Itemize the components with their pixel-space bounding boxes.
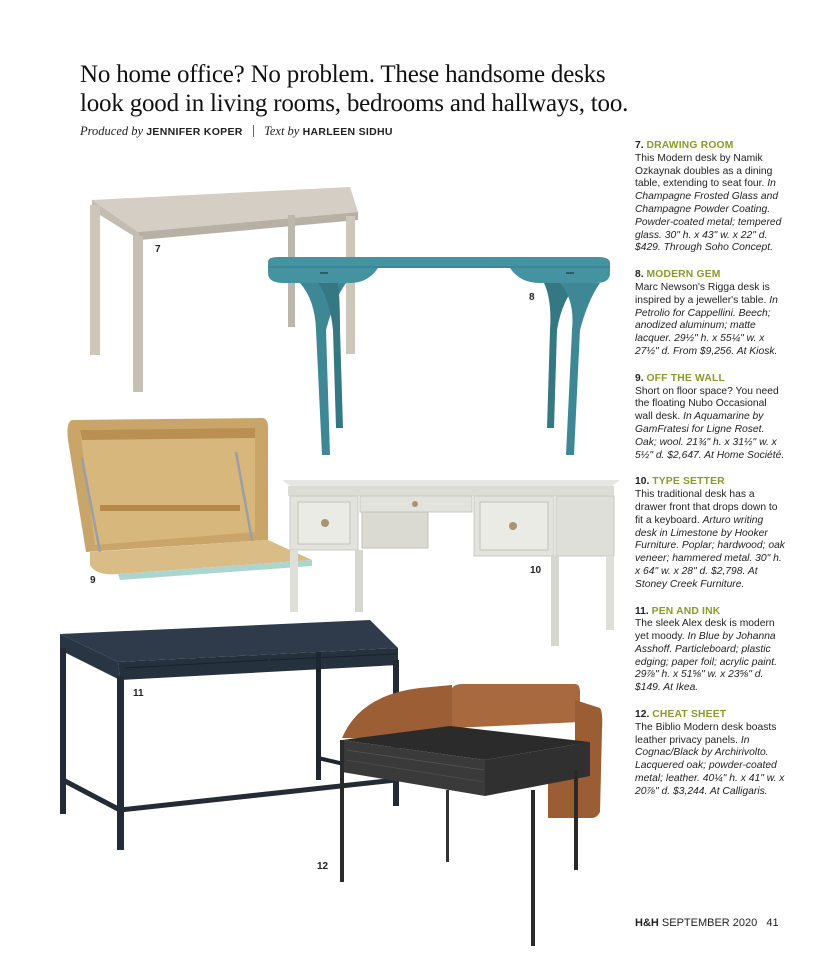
- entry-title: MODERN GEM: [646, 269, 721, 281]
- entry-description: Short on floor space? You need the floating Nubo Occasional wall desk.: [635, 385, 779, 423]
- image-label-9: 9: [90, 575, 96, 586]
- entry-10: [635, 476, 785, 591]
- entry-description: The sleek Alex desk is modern yet moody.: [635, 618, 775, 643]
- desk-9-image: [68, 418, 313, 580]
- entry-number: 8.: [635, 269, 644, 281]
- entry-title: TYPE SETTER: [652, 476, 725, 488]
- entry-details: In Blue by Johanna Asshoff. Particleboard; plastic edging; paper foil; acrylic paint. 29⅞" h. x 51⅝" w. x 23⅝" d. $149. At Ikea.: [635, 631, 777, 694]
- entry-title: DRAWING ROOM: [646, 140, 734, 151]
- entry-heading: [635, 476, 785, 489]
- entry-number: 10.: [635, 476, 650, 488]
- entry-7: [635, 140, 785, 255]
- entry-12: [635, 709, 785, 799]
- headline-line-2: look good in living rooms, bedrooms and hallways, too.: [80, 90, 629, 117]
- entry-details: In Cognac/Black by Archirivolto. Lacquered oak; powder-coated metal; leather. 40¼" h. x 41" w. x 20⅞" d. $3,244. At Calligaris.: [635, 734, 785, 797]
- producer-name: JENNIFER KOPER: [146, 126, 243, 138]
- entry-8: [635, 269, 785, 359]
- entry-number: 7.: [635, 140, 644, 151]
- produced-prefix: Produced by: [80, 124, 144, 138]
- entry-title: OFF THE WALL: [646, 372, 725, 384]
- image-label-11: 11: [133, 688, 144, 699]
- entry-description: The Biblio Modern desk boasts leather privacy panels.: [635, 721, 777, 746]
- entry-heading: [635, 709, 785, 722]
- entry-details: Arturo writing desk in Limestone by Hooker Furniture. Poplar; hardwood; oak veneer; hammered metal. 30" h. x 64" w. x 28" d. $2,798. At Stoney Creek Furniture.: [635, 514, 785, 590]
- entry-description: Marc Newson's Rigga desk is inspired by a jeweller's table.: [635, 281, 770, 306]
- entry-heading: [635, 269, 785, 282]
- entry-number: 11.: [635, 605, 649, 617]
- writer-name: HARLEEN SIDHU: [302, 126, 393, 138]
- desk-10-image: [282, 480, 620, 646]
- entry-11: [635, 606, 785, 696]
- entry-details: In Petrolio for Cappellini. Beech; anodized aluminum; matte lacquer. 29½" h. x 55¼" w. x 27½" d. From $9,256. At Kiosk.: [635, 294, 778, 357]
- image-label-8: 8: [529, 292, 535, 303]
- desk-12-image: [340, 684, 602, 946]
- page-number: 41: [766, 917, 779, 929]
- entry-details: In Champagne Frosted Glass and Champagne Powder Coating. Powder-coated metal; tempered glass. 30" h. x 43" w. x 22" d. $429. Through Soho Concept.: [635, 178, 782, 254]
- entry-heading: [635, 140, 785, 153]
- headline-line-1: No home office? No problem. These handsome desks: [80, 61, 606, 88]
- entry-title: PEN AND INK: [651, 605, 721, 617]
- entry-number: 9.: [635, 372, 644, 384]
- text-prefix: Text by: [264, 124, 300, 138]
- entry-details: In Aquamarine by GamFratesi for Ligne Roset. Oak; wool. 21¾" h. x 31½" w. x 5½" d. $2,647. At Home Société.: [635, 411, 785, 461]
- entry-number: 12.: [635, 709, 650, 721]
- image-label-12: 12: [317, 861, 329, 872]
- entry-heading: [635, 606, 785, 619]
- product-listings: [635, 140, 785, 813]
- entry-description: This traditional desk has a drawer front that drops down to fit a keyboard.: [635, 489, 778, 526]
- issue-date: SEPTEMBER 2020: [661, 917, 758, 929]
- image-label-10: 10: [530, 565, 542, 576]
- magazine-brand: H&H: [635, 917, 659, 929]
- entry-9: [635, 373, 785, 463]
- desk-8-image: [268, 257, 610, 455]
- entry-heading: [635, 373, 785, 386]
- page-footer: [635, 917, 779, 929]
- entry-description: This Modern desk by Namik Ozkaynak doubles as a dining table, extending to seat four.: [635, 152, 773, 190]
- entry-title: CHEAT SHEET: [652, 709, 727, 721]
- image-label-7: 7: [155, 244, 161, 255]
